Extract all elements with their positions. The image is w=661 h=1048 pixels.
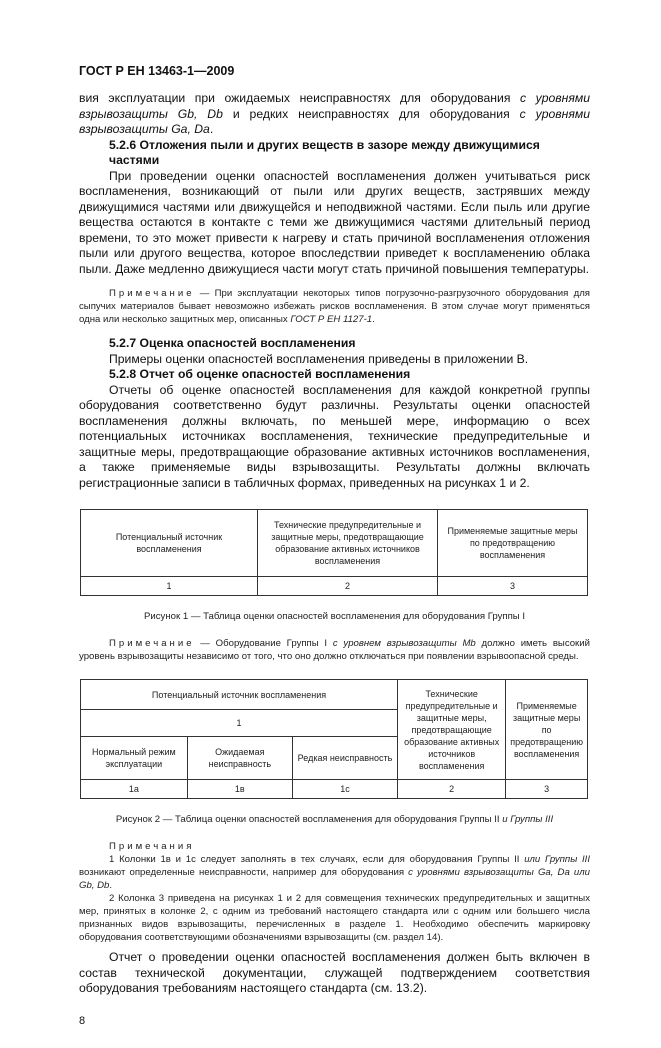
- page-number: 8: [79, 1014, 86, 1027]
- number-cell: 1а: [81, 780, 188, 799]
- notes-label: [79, 840, 590, 853]
- text-italic: с уровнем взрывозащиты Mb: [332, 638, 476, 649]
- figure-1-caption: Рисунок 1 — Таблица оценки опасностей воспламенения для оборудования Группы I: [143, 611, 526, 622]
- document-header: ГОСТ Р ЕН 13463-1—2009: [79, 64, 235, 78]
- text-italic: ГОСТ Р ЕН 1127-1: [290, 314, 373, 325]
- number-cell: 1в: [187, 780, 292, 799]
- heading-5-2-7: 5.2.7 Оценка опасностей воспламенения: [109, 336, 356, 350]
- text: .: [372, 314, 375, 325]
- header-cell: Ожидаемая неисправность: [187, 737, 292, 780]
- header-cell: Нормальный режим эксплуатации: [81, 737, 188, 780]
- paragraph-final: Отчет о проведении оценки опасностей воспламенения должен быть включен в состав технической документации, служащей подтверждением соответствия оборудования требованиям настоящего стандарта (см. 13.2).: [79, 950, 590, 995]
- note-label: Примечание: [109, 638, 195, 649]
- text: .: [209, 122, 214, 136]
- text: — Оборудование Группы I: [194, 638, 333, 649]
- heading-5-2-6: 5.2.6 Отложения пыли и других веществ в зазоре между движущимися частями: [109, 137, 540, 167]
- figure-2-table: [80, 679, 588, 799]
- header-cell: Применяемые защитные меры по предотвращению воспламенения: [438, 510, 588, 577]
- paragraph-examples: Примеры оценки опасностей воспламенения приведены в приложении В.: [109, 351, 529, 366]
- number-cell: 1: [81, 710, 398, 737]
- header-cell: Технические предупредительные и защитные меры, предотвращающие образование активных источников воспламенения: [258, 510, 438, 577]
- note-item-1: [79, 853, 590, 892]
- paragraph-report: Отчеты об оценке опасностей воспламенения для каждой конкретной группы оборудования соответственно будут различны. Результаты оценки опасностей воспламенения должны включать, по меньшей мере, информацию о всех потенциальных источниках воспламенения, технические предупредительные и защитные меры, предотвращающие образование активных источников воспламенения, а также применяемые виды взрывозащиты. Результаты должны включать регистрационные записи в табличных формах, приведенных на рисунках 1 и 2.: [79, 382, 590, 490]
- header-cell: Потенциальный источник воспламенения: [81, 510, 258, 577]
- note-1: [79, 287, 590, 326]
- header-cell: Потенциальный источник воспламенения: [81, 680, 398, 710]
- paragraph-continuation: [79, 91, 590, 138]
- number-cell: 1: [81, 577, 258, 596]
- text-italic: с уровнями взрывозащиты Ga, Da или Gb, Db: [79, 867, 590, 891]
- text: должно иметь высокий уровень взрывозащиты независимо от того, что оно должно отключаться при появлении взрывоопасной среды.: [79, 638, 590, 662]
- text: и редких неисправностях для оборудования: [222, 106, 520, 121]
- number-cell: 1с: [292, 780, 397, 799]
- text-italic: и Группы III: [502, 814, 554, 825]
- text-italic: с уровнями взрывозащиты Gb, Db: [79, 91, 590, 121]
- note-label: Примечание: [109, 288, 195, 299]
- text: 1 Колонки 1в и 1с следует заполнять в тех случаях, если для оборудования Группы II: [109, 854, 525, 865]
- number-cell: 3: [506, 780, 588, 799]
- number-cell: 3: [438, 577, 588, 596]
- header-cell: Технические предупредительные и защитные меры, предотвращающие образование активных источников воспламенения: [398, 680, 506, 780]
- heading-5-2-8: 5.2.8 Отчет об оценке опасностей воспламенения: [109, 367, 411, 381]
- note-item-2: 2 Колонка 3 приведена на рисунках 1 и 2 для совмещения технических предупредительных и защитных мер, принятых в колонке 2, с одним из требований настоящего стандарта или с одним или большего числа признанных видов взрывозащиты, перечисленных в разделе 1. Необходимо обеспечить маркировку оборудования соответствующими обозначениями взрывозащиты (см. раздел 14).: [79, 893, 590, 943]
- header-cell: Применяемые защитные меры по предотвращению воспламенения: [506, 680, 588, 780]
- text: .: [109, 880, 113, 891]
- text: Примечания: [109, 841, 195, 852]
- text: Рисунок 2 — Таблица оценки опасностей воспламенения для оборудования Группы II: [115, 814, 503, 825]
- text: вия эксплуатации при ожидаемых неисправностях для оборудования: [79, 91, 520, 105]
- header-cell: Редкая неисправность: [292, 737, 397, 780]
- paragraph-dust: При проведении оценки опасностей воспламенения должен учитываться риск воспламенения, возникающий от пыли или других веществ, застрявших между движущимися частями или движущейся и неподвижной частями. Если пыль или другие вещества остаются в контакте с теми же движущимися частями длительный период времени, то это может привести к нагреву и стать причиной воспламенения отложения пыли или другого вещества, которое впоследствии приведет к воспламенению облака пыли. Даже медленно движущиеся части могут стать причиной повышения температуры.: [79, 168, 590, 276]
- number-cell: 2: [258, 577, 438, 596]
- page-content: [79, 0, 590, 1048]
- text: возникают определенные неисправности, например для оборудования: [79, 867, 409, 878]
- note-2: [79, 637, 590, 663]
- text-italic: или Группы III: [524, 854, 591, 865]
- text-italic: с уровнями взрывозащиты Ga, Da: [79, 106, 591, 136]
- figure-1-table: [80, 509, 588, 596]
- figure-2-caption: [79, 813, 590, 826]
- text: — При эксплуатации некоторых типов погрузочно-разгрузочного оборудования для сыпучих материалов бывает невозможно избежать рисков воспламенения. В этом случае могут применяться одна или несколько защитных мер, описанных: [79, 288, 590, 325]
- number-cell: 2: [398, 780, 506, 799]
